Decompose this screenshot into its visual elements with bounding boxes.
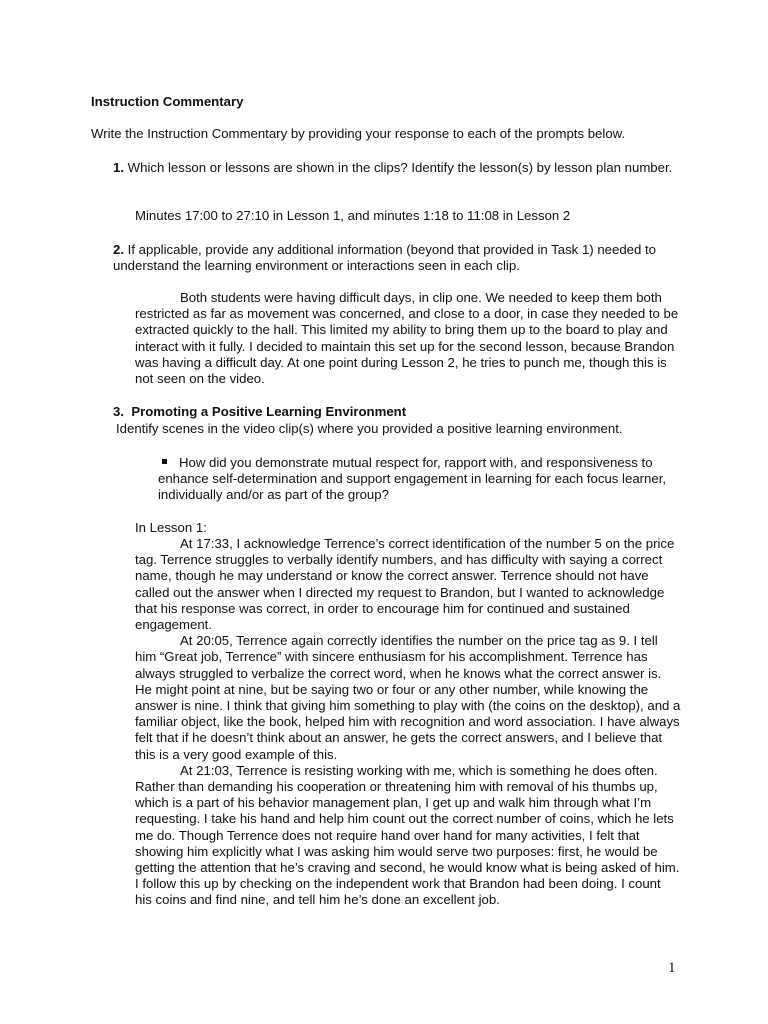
- commentary-paragraph: At 17:33, I acknowledge Terrence’s correct identification of the number 5 on the price tag. Terrence struggles to verbally identify numbers, and has difficulty with saying a correct name, though he may understand or know the correct answer. Terrence should not have called out the answer when I directed my request to Brandon, but I wanted to acknowledge that his response was correct, in order to encourage him for continued and sustained engagement.: [135, 536, 675, 633]
- prompt-3-number: 3.: [113, 404, 124, 419]
- commentary-paragraph: At 21:03, Terrence is resisting working with me, which is something he does often. Rather than demanding his cooperation or threatening him with removal of his thumbs up, which is a part of his behavior management plan, I get up and walk him through what I’m requesting. I take his hand and help him count out the correct number of coins, which he lets me do. Though Terrence does not require hand over hand for many activities, I felt that showing him explicitly what I was asking him would serve two purposes: first, he would be getting the attention that he’s craving and second, he would know what is being asked of him. I follow this up by checking on the independent work that Brandon had been doing. I count his coins and find nine, and tell him he’s done an excellent job.: [135, 762, 680, 908]
- prompt-2-answer: Both students were having difficult days, in clip one. We needed to keep them both restricted as far as movement was concerned, and close to a door, in case they needed to be extracted quickly to the hall. This limited my ability to bring them up to the board to play and interact with it fully. I decided to maintain this set up for the second lesson, because Brandon was having a difficult day. At one point during Lesson 2, he tries to punch me, though this is not seen on the video.: [135, 290, 679, 387]
- prompt-3-heading: [113, 404, 406, 420]
- prompt-2-text: If applicable, provide any additional information (beyond that provided in Task 1) needed to understand the learning environment or interactions seen in each clip.: [113, 242, 657, 274]
- prompt-1-text: Which lesson or lessons are shown in the clips? Identify the lesson(s) by lesson plan number.: [127, 160, 673, 175]
- prompt-1-number: 1.: [113, 160, 124, 175]
- page-number: 1: [668, 960, 676, 976]
- prompt-3-bullet: [158, 455, 688, 504]
- prompt-2: [113, 242, 713, 274]
- intro-text: Write the Instruction Commentary by providing your response to each of the prompts below.: [91, 126, 626, 141]
- commentary-body: [135, 536, 681, 909]
- document-heading: Instruction Commentary: [91, 94, 244, 109]
- square-bullet-icon: [162, 459, 167, 464]
- prompt-3-bullet-text: How did you demonstrate mutual respect for, rapport with, and responsiveness to enhance self-determination and support engagement in learning for each focus learner, individually and/or as part of the group?: [158, 455, 667, 503]
- prompt-3-text: Identify scenes in the video clip(s) where you provided a positive learning environment.: [116, 421, 623, 436]
- prompt-2-number: 2.: [113, 242, 124, 257]
- prompt-3-title: Promoting a Positive Learning Environment: [131, 404, 407, 419]
- lesson-label: In Lesson 1:: [135, 520, 207, 535]
- prompt-1-answer: Minutes 17:00 to 27:10 in Lesson 1, and minutes 1:18 to 11:08 in Lesson 2: [135, 208, 571, 223]
- commentary-paragraph: At 20:05, Terrence again correctly identifies the number on the price tag as 9. I tell him “Great job, Terrence” with sincere enthusiasm for his accomplishment. Terrence has always struggled to verbalize the correct word, when he knows what the correct answer is. He might point at nine, but be saying two or four or any other number, while knowing the answer is nine. I think that giving him something to play with (the coins on the desktop), and a familiar object, like the book, helped him with recognition and word association. I have always felt that if he doesn’t think about an answer, he gets the correct answers, and I believe that this is a very good example of this.: [135, 633, 681, 762]
- prompt-1: [113, 160, 713, 176]
